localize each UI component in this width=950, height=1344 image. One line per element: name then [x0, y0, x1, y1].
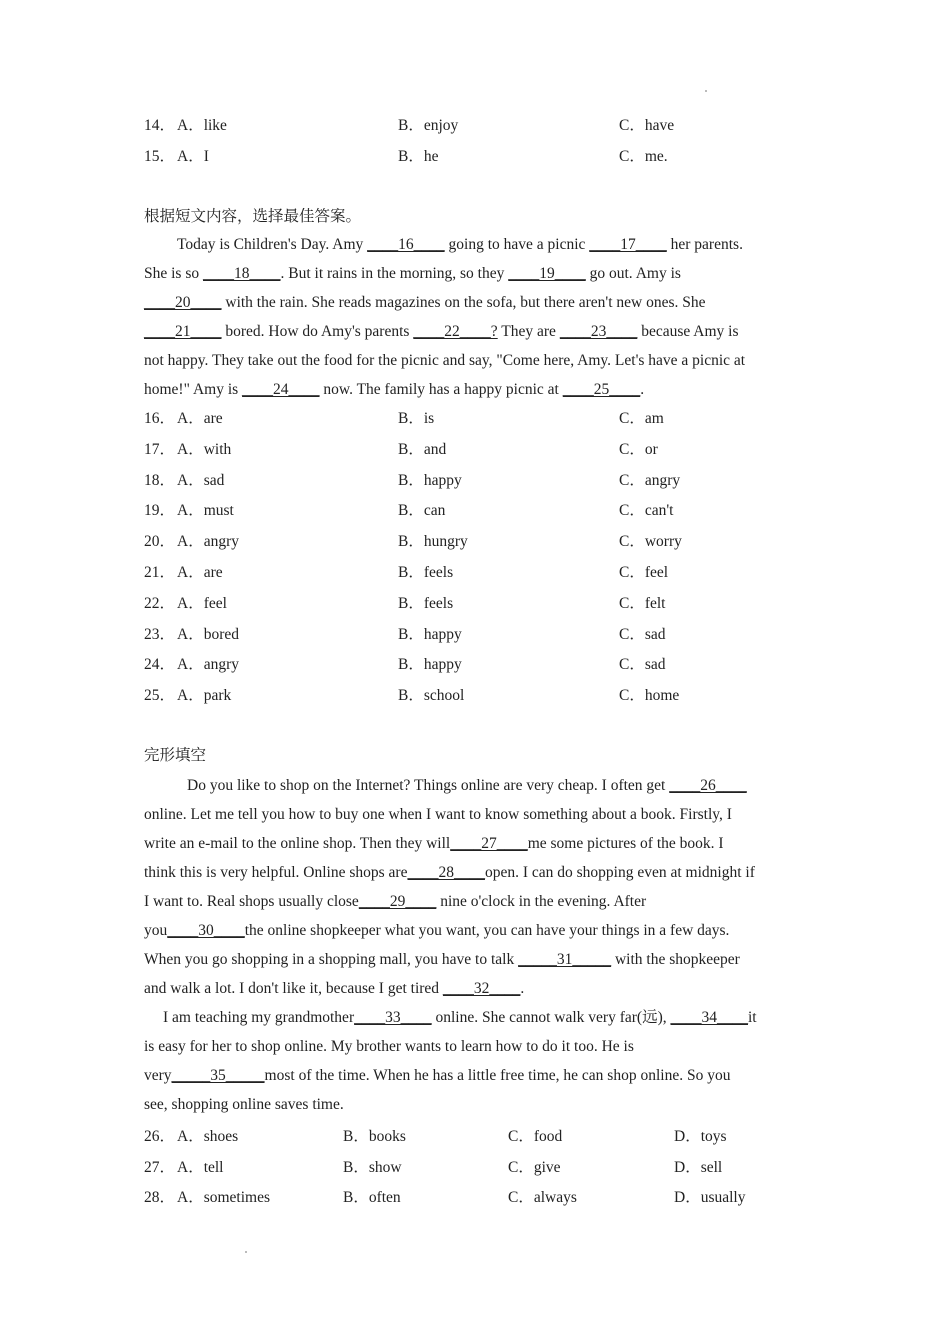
passage-text: with the rain. She reads magazines on the sofa, but there aren't new ones. She	[221, 294, 706, 311]
section-heading-cloze: 完形填空	[144, 746, 207, 764]
question-number: 24．	[144, 656, 176, 674]
question-number: 15．	[144, 148, 176, 165]
option-b[interactable]: B．feels	[398, 564, 454, 581]
passage-text: .	[520, 980, 525, 997]
option-d[interactable]: D．sell	[674, 1158, 723, 1176]
option-c[interactable]: C．sad	[619, 625, 666, 643]
option-a[interactable]: A．sad	[177, 471, 225, 489]
option-a[interactable]: A．sometimes	[177, 1189, 270, 1206]
passage-line	[144, 1061, 808, 1090]
option-a[interactable]: A．park	[177, 687, 232, 705]
question-row	[144, 499, 824, 523]
option-b[interactable]: B．show	[343, 1158, 402, 1176]
answer-blank[interactable]: ____20____	[144, 294, 222, 311]
question-row	[144, 438, 824, 462]
passage-text: I am teaching my grandmother	[163, 1009, 355, 1026]
passage-text: see, shopping online saves time.	[144, 1096, 344, 1113]
option-c[interactable]: C．can't	[619, 502, 674, 520]
passage-text: open. I can do shopping even at midnight if	[484, 864, 755, 881]
option-d[interactable]: D．usually	[674, 1189, 746, 1206]
passage-text: bored. How do Amy's parents	[221, 323, 414, 340]
answer-blank[interactable]: ____26____	[669, 777, 747, 794]
answer-blank[interactable]: ____17____	[589, 236, 667, 253]
answer-blank[interactable]: ____34____	[670, 1009, 748, 1026]
question-row	[144, 114, 824, 138]
question-number: 28．	[144, 1189, 176, 1206]
option-c[interactable]: C．food	[508, 1128, 563, 1145]
option-c[interactable]: C．have	[619, 117, 675, 134]
option-c[interactable]: C．always	[508, 1189, 577, 1206]
passage-text: write an e-mail to the online shop. Then they will	[144, 835, 451, 852]
option-b[interactable]: B．hungry	[398, 533, 468, 551]
option-b[interactable]: B．feels	[398, 594, 454, 612]
passage-line	[144, 858, 808, 887]
option-b[interactable]: B．happy	[398, 656, 462, 674]
question-number: 26．	[144, 1128, 176, 1145]
passage-line	[144, 259, 808, 288]
question-row	[144, 1156, 824, 1180]
passage-line	[144, 887, 808, 916]
option-b[interactable]: B．is	[398, 410, 435, 427]
passage-text: home!" Amy is	[144, 381, 243, 398]
option-c[interactable]: C．home	[619, 687, 680, 705]
answer-blank[interactable]: ____30____	[167, 922, 245, 939]
option-b[interactable]: B．books	[343, 1128, 406, 1145]
passage-text: and walk a lot. I don't like it, because I get tired	[144, 980, 443, 997]
question-number: 27．	[144, 1158, 176, 1176]
question-number: 23．	[144, 625, 176, 643]
scan-dot	[705, 90, 707, 92]
answer-blank[interactable]: ____18____	[203, 265, 281, 282]
option-a[interactable]: A．shoes	[177, 1128, 239, 1145]
passage-text: online. Let me tell you how to buy one when I want to know something about a book. Firstly, I	[144, 806, 732, 823]
option-a[interactable]: A．feel	[177, 594, 227, 612]
passage-line	[144, 1003, 808, 1032]
option-b[interactable]: B．often	[343, 1189, 401, 1206]
answer-blank[interactable]: ____33____	[354, 1009, 432, 1026]
question-number: 22．	[144, 594, 176, 612]
question-row	[144, 469, 824, 493]
answer-blank[interactable]: ____22____?	[413, 323, 498, 340]
answer-blank[interactable]: ____25____	[562, 381, 641, 398]
question-number: 16．	[144, 410, 176, 427]
question-row	[144, 561, 824, 585]
option-c[interactable]: C．felt	[619, 594, 666, 612]
passage-line	[144, 916, 808, 945]
answer-blank[interactable]: ____24____	[242, 381, 320, 398]
question-number: 21．	[144, 564, 176, 581]
section-heading-reading: 根据短文内容，选择最佳答案。	[144, 207, 362, 225]
option-b[interactable]: B．happy	[398, 471, 462, 489]
question-row	[144, 623, 824, 647]
option-c[interactable]: C．worry	[619, 533, 682, 551]
answer-blank[interactable]: ____27____	[450, 835, 528, 852]
passage-text: very	[144, 1067, 172, 1084]
answer-blank[interactable]: ____29____	[358, 893, 437, 910]
answer-blank[interactable]: ____19____	[508, 265, 586, 282]
question-number: 18．	[144, 471, 176, 489]
question-row	[144, 684, 824, 708]
passage-text: you	[144, 922, 168, 939]
passage-line	[144, 1032, 808, 1061]
passage-text: now. The family has a happy picnic at	[319, 381, 563, 398]
option-c[interactable]: C．am	[619, 410, 664, 427]
answer-blank[interactable]: _____31_____	[518, 951, 612, 968]
passage-text: think this is very helpful. Online shops are	[144, 864, 408, 881]
option-c[interactable]: C．or	[619, 440, 658, 458]
passage-line	[144, 829, 808, 858]
question-number: 19．	[144, 502, 176, 520]
question-row	[144, 145, 824, 169]
question-row	[144, 1186, 824, 1210]
option-a[interactable]: A．angry	[177, 656, 239, 674]
passage-text: nine o'clock in the evening. After	[436, 893, 647, 910]
question-row	[144, 653, 824, 677]
passage-text: because Amy is	[637, 323, 739, 340]
passage-line	[144, 375, 808, 404]
option-a[interactable]: A．I	[177, 148, 209, 165]
answer-blank[interactable]: _____35_____	[171, 1067, 265, 1084]
passage-text: her parents.	[666, 236, 743, 253]
passage-text: not happy. They take out the food for the picnic and say, "Come here, Amy. Let's have a picnic at	[144, 352, 746, 369]
passage-text: the online shopkeeper what you want, you can have your things in a few days.	[244, 922, 730, 939]
option-a[interactable]: A．angry	[177, 533, 239, 551]
option-a[interactable]: A．with	[177, 440, 232, 458]
answer-blank[interactable]: ____23____	[559, 323, 638, 340]
question-number: 20．	[144, 533, 176, 551]
passage-text: She is so	[144, 265, 203, 282]
option-b[interactable]: B．can	[398, 502, 446, 520]
option-a[interactable]: A．like	[177, 117, 227, 134]
passage-text: When you go shopping in a shopping mall, you have to talk	[144, 951, 519, 968]
option-b[interactable]: B．he	[398, 148, 439, 165]
option-a[interactable]: A．tell	[177, 1158, 224, 1176]
question-row	[144, 592, 824, 616]
option-a[interactable]: A．must	[177, 502, 234, 520]
passage-text: with the shopkeeper	[611, 951, 740, 968]
passage-line	[144, 800, 808, 829]
passage-text: most of the time. When he has a little free time, he can shop online. So you	[264, 1067, 731, 1084]
passage-text: Do you like to shop on the Internet? Things online are very cheap. I often get	[187, 777, 670, 794]
answer-blank[interactable]: ____16____	[367, 236, 445, 253]
option-c[interactable]: C．angry	[619, 471, 681, 489]
option-c[interactable]: C．me.	[619, 148, 668, 165]
answer-blank[interactable]: ____21____	[144, 323, 222, 340]
question-number: 14．	[144, 117, 176, 134]
passage-text: it	[748, 1009, 757, 1026]
passage-line	[144, 288, 808, 317]
passage-line	[144, 771, 808, 800]
question-row	[144, 407, 824, 431]
option-d[interactable]: D．toys	[674, 1128, 727, 1145]
passage-line	[144, 945, 808, 974]
question-number: 25．	[144, 687, 176, 705]
option-a[interactable]: A．are	[177, 564, 223, 581]
passage-text: going to have a picnic	[444, 236, 590, 253]
passage-text: me some pictures of the book. I	[527, 835, 724, 852]
option-a[interactable]: A．are	[177, 410, 223, 427]
passage-text: online. She cannot walk very far(远),	[431, 1009, 671, 1026]
option-c[interactable]: C．give	[508, 1158, 561, 1176]
question-number: 17．	[144, 440, 176, 458]
passage-text: Today is Children's Day. Amy	[177, 236, 368, 253]
option-b[interactable]: B．and	[398, 440, 447, 458]
passage-line	[144, 230, 808, 259]
passage-online-shopping	[144, 771, 808, 1119]
option-c[interactable]: C．feel	[619, 564, 669, 581]
passage-text: go out. Amy is	[585, 265, 681, 282]
passage-text: I want to. Real shops usually close	[144, 893, 359, 910]
passage-line	[144, 974, 808, 1003]
option-b[interactable]: B．happy	[398, 625, 462, 643]
question-row	[144, 1125, 824, 1149]
passage-text: . But it rains in the morning, so they	[280, 265, 509, 282]
answer-blank[interactable]: ____28____	[407, 864, 485, 881]
option-b[interactable]: B．school	[398, 687, 465, 705]
passage-text: .	[640, 381, 645, 398]
passage-line	[144, 317, 808, 346]
passage-text: They are	[497, 323, 560, 340]
passage-line	[144, 346, 808, 375]
option-b[interactable]: B．enjoy	[398, 117, 459, 134]
option-a[interactable]: A．bored	[177, 625, 239, 643]
passage-childrens-day	[144, 230, 808, 404]
question-row	[144, 530, 824, 554]
passage-line	[144, 1090, 808, 1119]
scan-dot	[245, 1251, 247, 1253]
option-c[interactable]: C．sad	[619, 656, 666, 674]
answer-blank[interactable]: ____32____	[442, 980, 521, 997]
passage-text: is easy for her to shop online. My brother wants to learn how to do it too. He is	[144, 1038, 634, 1055]
